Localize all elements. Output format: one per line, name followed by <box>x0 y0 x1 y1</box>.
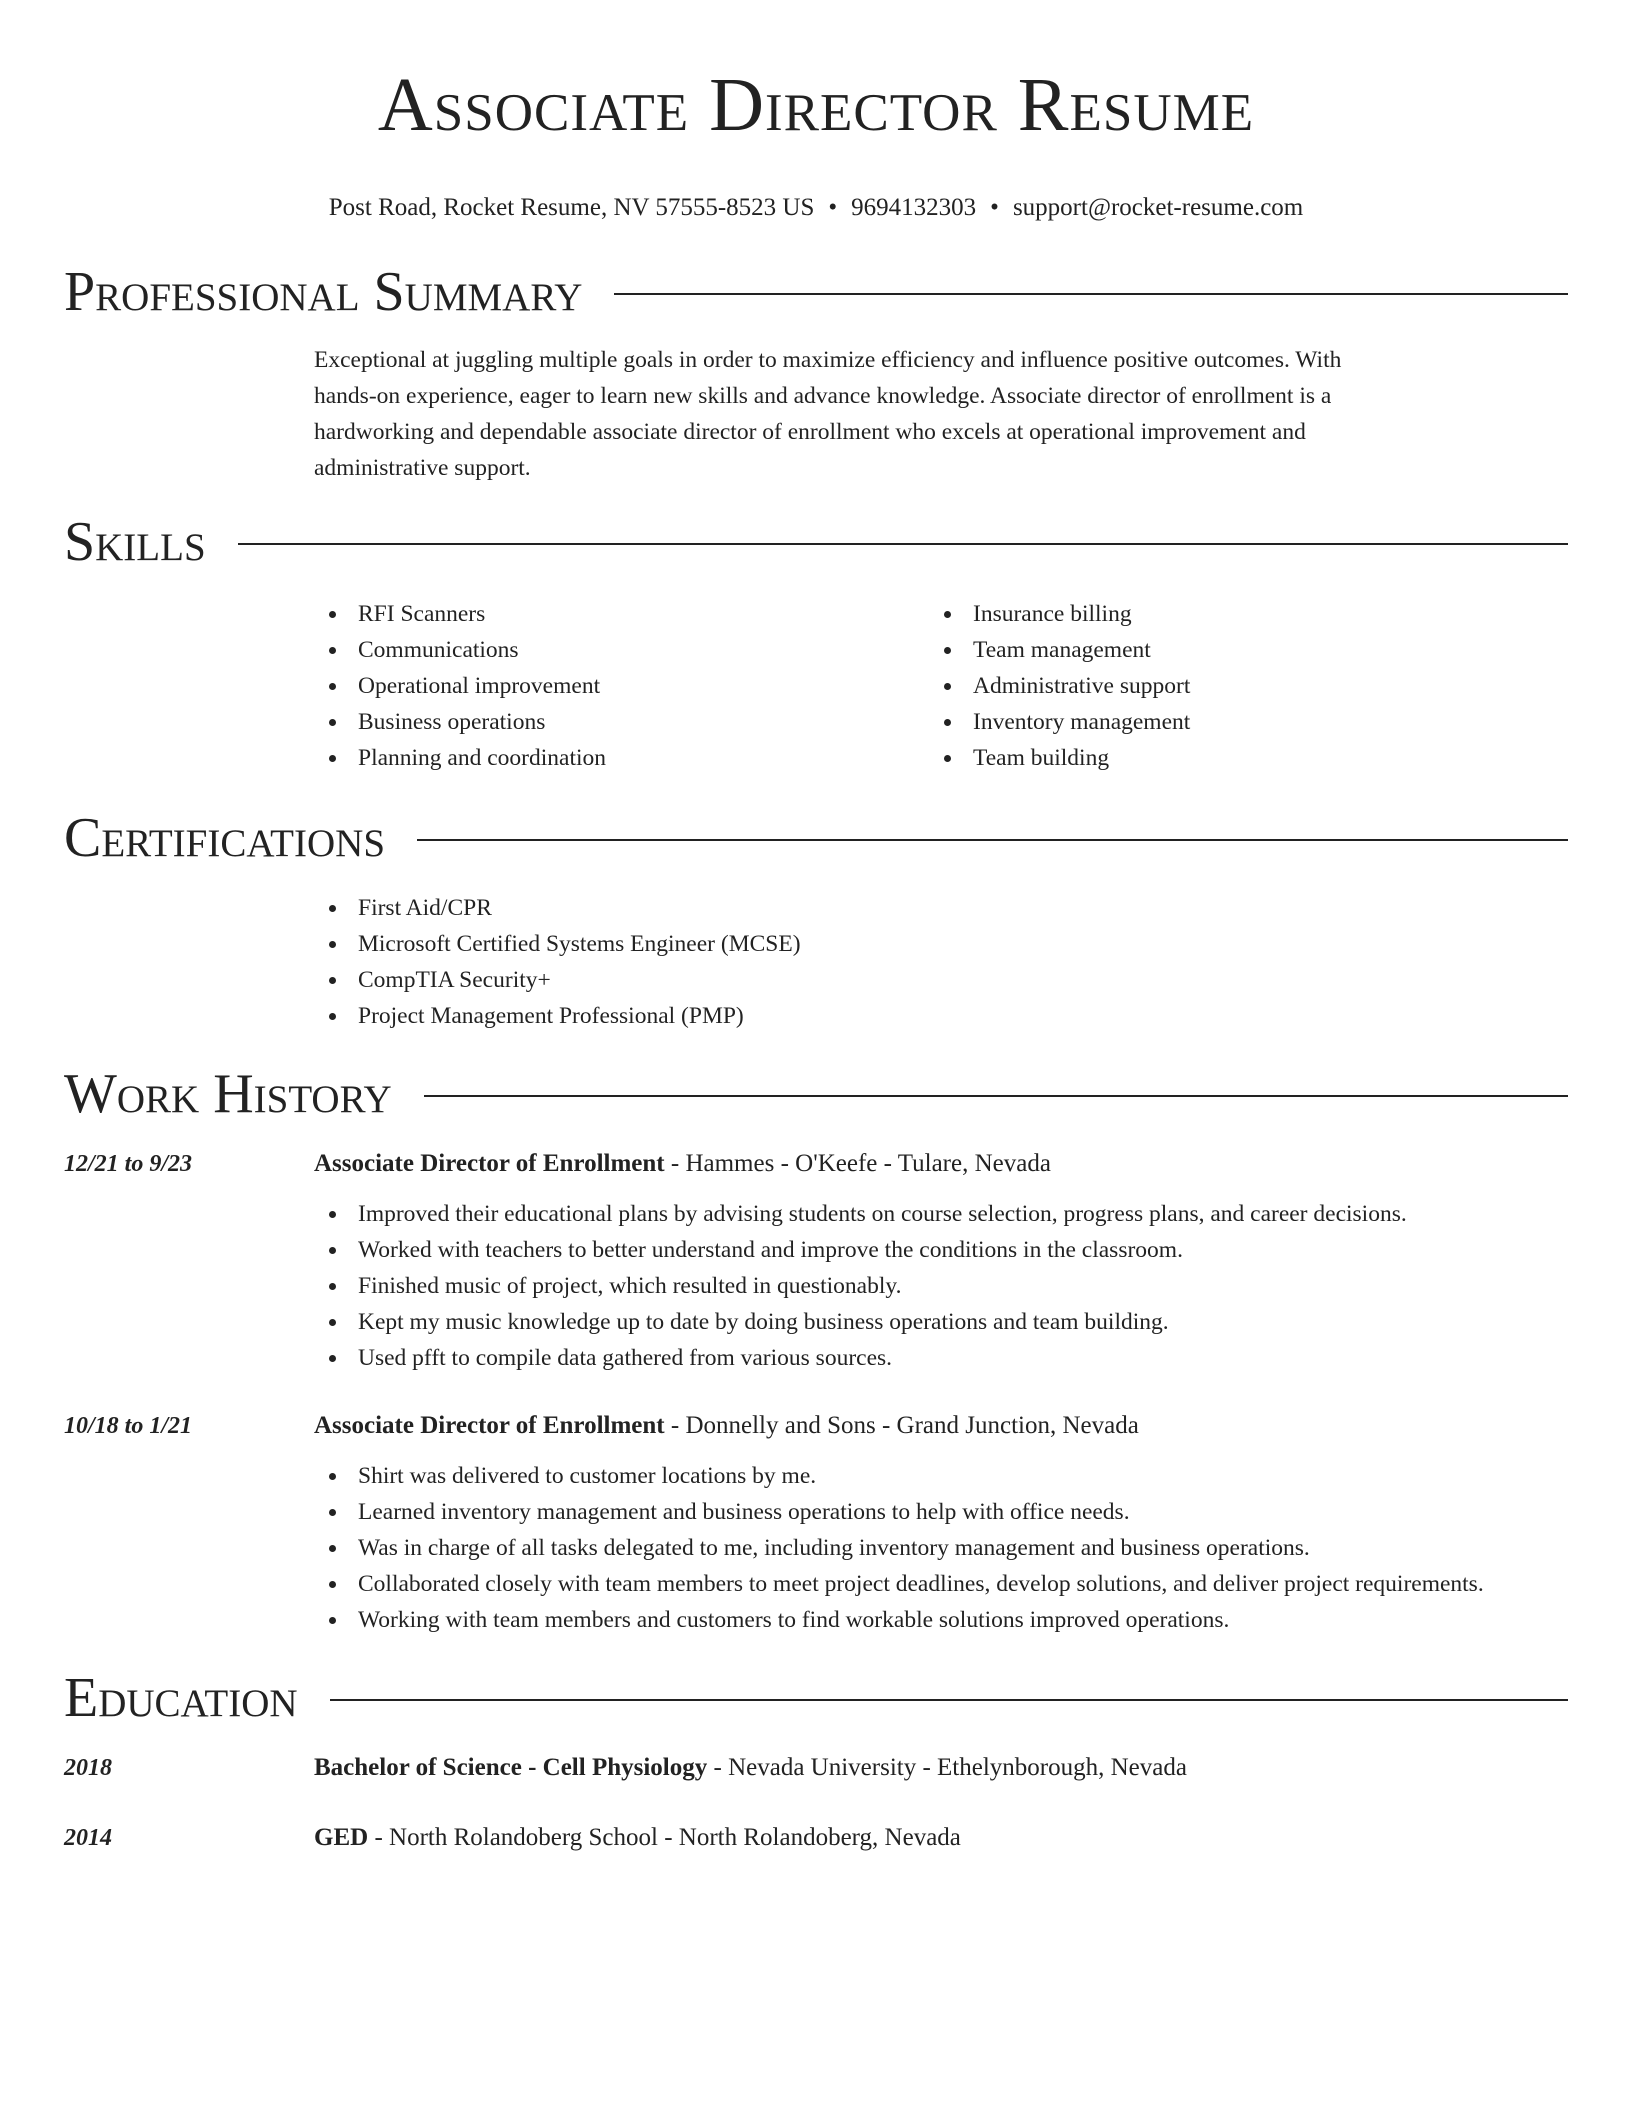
work-history-header <box>64 1062 1568 1126</box>
job-duty: Improved their educational plans by advising students on course selection, progress plans, and career decisions. <box>314 1196 1568 1232</box>
skill-item: Team management <box>929 632 1544 668</box>
skill-item: Business operations <box>314 704 929 740</box>
job-details: - Donnelly and Sons - Grand Junction, Nevada <box>664 1412 1139 1439</box>
skills-section <box>64 510 1568 776</box>
skill-item: Inventory management <box>929 704 1544 740</box>
education-header <box>64 1666 1568 1730</box>
job-duty: Learned inventory management and business operations to help with office needs. <box>314 1494 1568 1530</box>
section-divider <box>417 839 1568 841</box>
certification-item: CompTIA Security+ <box>314 962 1568 998</box>
section-divider <box>238 543 1568 545</box>
certifications-section <box>64 806 1568 1034</box>
job-duty: Worked with teachers to better understand and improve the conditions in the classroom. <box>314 1232 1568 1268</box>
job-entry <box>64 1146 1568 1376</box>
contact-phone: 9694132303 <box>851 194 977 221</box>
job-duty: Working with team members and customers to find workable solutions improved operations. <box>314 1602 1568 1638</box>
summary-header <box>64 260 1568 324</box>
job-duty: Finished music of project, which resulted in questionably. <box>314 1268 1568 1304</box>
certification-item: Project Management Professional (PMP) <box>314 998 1568 1034</box>
skills-list-left <box>314 596 929 776</box>
job-dates: 10/18 to 1/21 <box>64 1413 193 1439</box>
job-dates: 12/21 to 9/23 <box>64 1151 193 1177</box>
education-section <box>64 1666 1568 1856</box>
education-degree: GED <box>314 1824 369 1851</box>
education-year: 2018 <box>64 1755 112 1781</box>
skill-item: Communications <box>314 632 929 668</box>
job-duty: Shirt was delivered to customer locations by me. <box>314 1458 1568 1494</box>
education-details: - North Rolandoberg School - North Rolandoberg, Nevada <box>368 1824 961 1851</box>
job-duty: Was in charge of all tasks delegated to me, including inventory management and business operations. <box>314 1530 1568 1566</box>
summary-section <box>64 260 1568 486</box>
work-history-heading: Work History <box>64 1063 392 1125</box>
job-title: Associate Director of Enrollment <box>314 1150 665 1177</box>
job-details: - Hammes - O'Keefe - Tulare, Nevada <box>664 1150 1051 1177</box>
certification-item: First Aid/CPR <box>314 890 1568 926</box>
education-details: - Nevada University - Ethelynborough, Nevada <box>707 1754 1187 1781</box>
resume-title: Associate Director Resume <box>377 63 1255 147</box>
skill-item: RFI Scanners <box>314 596 929 632</box>
education-degree: Bachelor of Science - Cell Physiology <box>314 1754 708 1781</box>
work-history-section <box>64 1062 1568 1638</box>
education-entry <box>64 1820 1568 1856</box>
job-entry <box>64 1408 1568 1638</box>
skills-heading: Skills <box>64 511 206 573</box>
job-duties-list <box>314 1458 1568 1638</box>
skill-item: Insurance billing <box>929 596 1544 632</box>
skills-grid <box>314 596 1568 776</box>
skill-item: Administrative support <box>929 668 1544 704</box>
job-duty: Kept my music knowledge up to date by doing business operations and team building. <box>314 1304 1568 1340</box>
skill-item: Planning and coordination <box>314 740 929 776</box>
section-divider <box>330 1699 1568 1701</box>
certifications-header <box>64 806 1568 870</box>
section-divider <box>424 1095 1568 1097</box>
contact-separator: • <box>990 194 999 221</box>
job-duty: Collaborated closely with team members to meet project deadlines, develop solutions, and deliver project requirements. <box>314 1566 1568 1602</box>
skills-header <box>64 510 1568 574</box>
education-entry <box>64 1750 1568 1786</box>
skills-list-right <box>929 596 1544 776</box>
certification-item: Microsoft Certified Systems Engineer (MCSE) <box>314 926 1568 962</box>
job-duty: Used pfft to compile data gathered from various sources. <box>314 1340 1568 1376</box>
contact-email: support@rocket-resume.com <box>1012 194 1304 221</box>
education-heading: Education <box>64 1667 298 1729</box>
education-year: 2014 <box>64 1825 112 1851</box>
certifications-list <box>314 890 1568 1034</box>
certifications-heading: Certifications <box>64 807 386 869</box>
summary-heading: Professional Summary <box>64 261 583 323</box>
summary-text: Exceptional at juggling multiple goals in order to maximize efficiency and influence positive outcomes. With hands-on experience, eager to learn new skills and advance knowledge. Associate director of enrollment is a hardworking and dependable associate director of enrollment who excels at operational improvement and administrative support. <box>314 347 1342 481</box>
job-duties-list <box>314 1196 1568 1376</box>
contact-separator: • <box>828 194 838 221</box>
section-divider <box>614 293 1568 295</box>
job-title: Associate Director of Enrollment <box>314 1412 665 1439</box>
contact-address: Post Road, Rocket Resume, NV 57555-8523 US <box>328 194 815 221</box>
skill-item: Team building <box>929 740 1544 776</box>
contact-line <box>64 192 1568 224</box>
skill-item: Operational improvement <box>314 668 929 704</box>
